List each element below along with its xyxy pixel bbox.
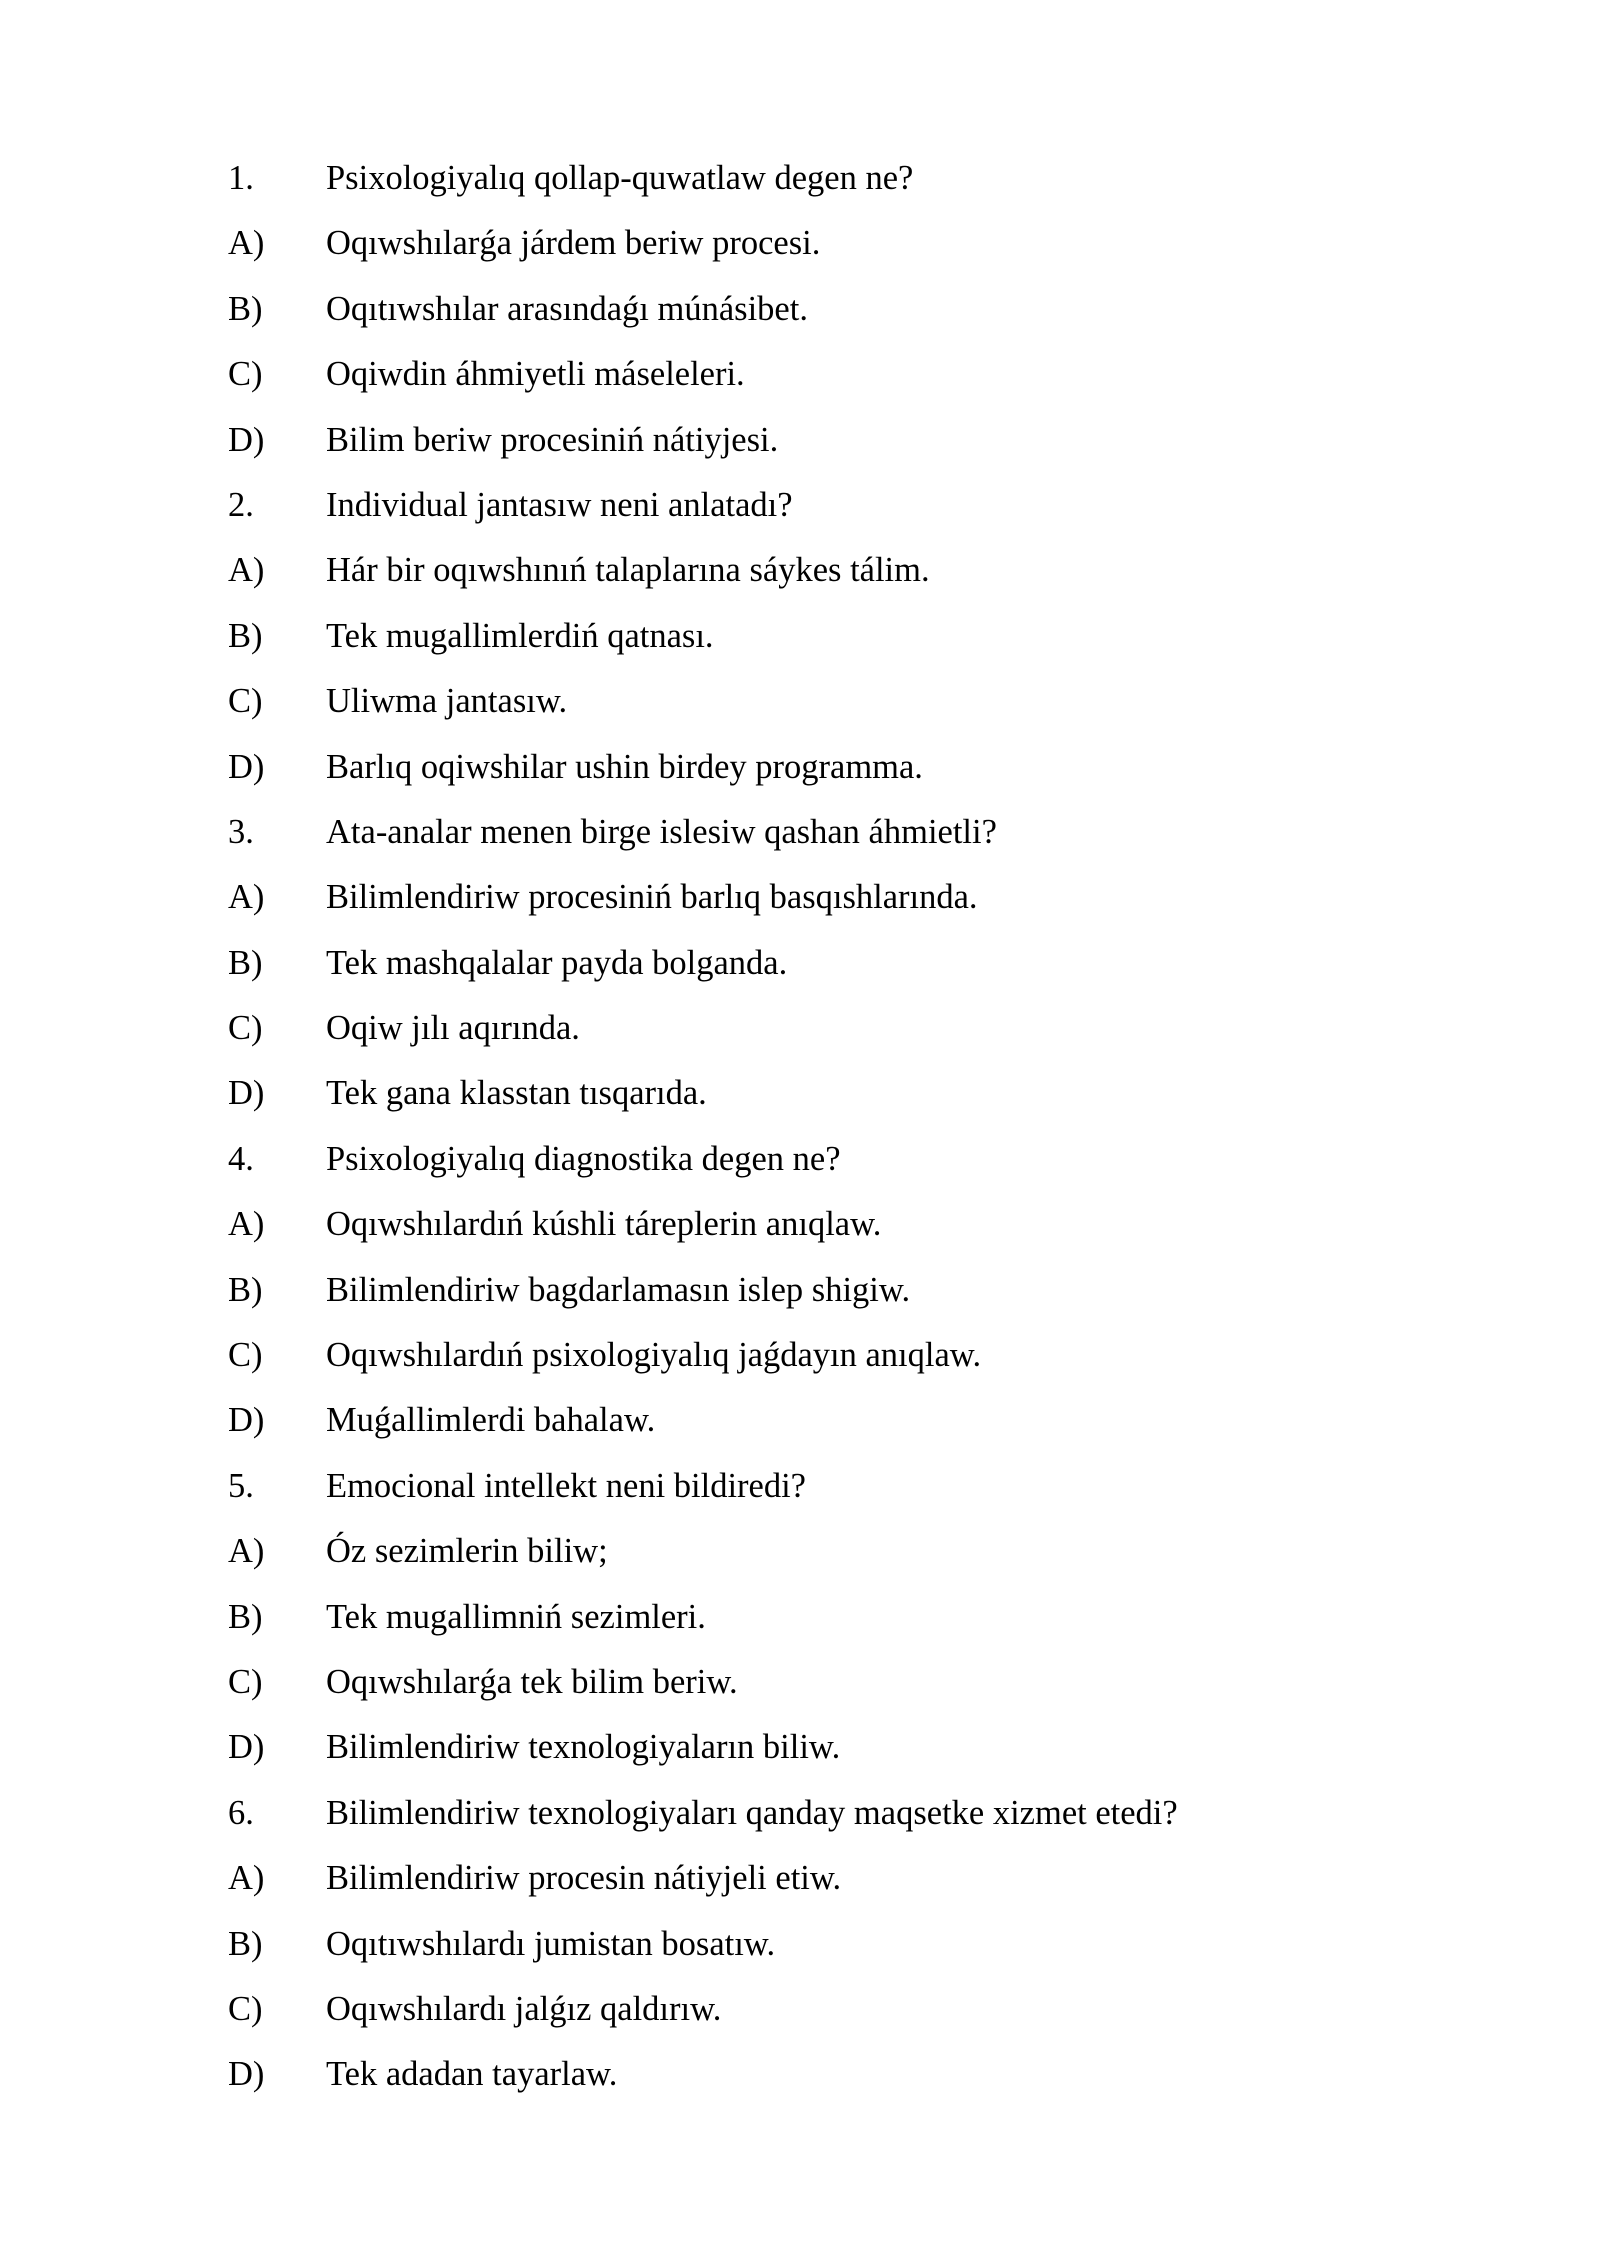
- question-number: 2.: [228, 485, 254, 524]
- option-text: Oqıwshılardı jalǵız qaldırıw.: [326, 1989, 722, 2028]
- option-row: [228, 1192, 1428, 1257]
- question-row: [228, 1127, 1428, 1192]
- option-row: [228, 408, 1428, 473]
- option-row: [228, 1323, 1428, 1388]
- option-label: C): [228, 1336, 263, 1375]
- option-label: C): [228, 355, 263, 394]
- option-text: Oqıwshılardıń kúshli táreplerin anıqlaw.: [326, 1205, 882, 1244]
- option-row: [228, 1519, 1428, 1584]
- option-row: [228, 1650, 1428, 1715]
- option-row: [228, 211, 1428, 276]
- quiz-list: [228, 146, 1428, 2108]
- option-label: C): [228, 1009, 263, 1048]
- option-text: Oqiwdin áhmiyetli máseleleri.: [326, 355, 745, 394]
- option-text: Oqiw jılı aqırında.: [326, 1009, 580, 1048]
- option-label: D): [228, 1074, 265, 1113]
- option-row: [228, 1585, 1428, 1650]
- option-text: Oqıwshılardıń psixologiyalıq jaǵdayın anıqlaw.: [326, 1336, 982, 1375]
- option-text: Bilimlendiriw bagdarlamasın islep shigiw.: [326, 1270, 911, 1309]
- option-text: Oqıwshılarǵa tek bilim beriw.: [326, 1662, 738, 1701]
- option-row: [228, 1388, 1428, 1453]
- option-row: [228, 1715, 1428, 1780]
- option-text: Oqıtıwshılardı jumistan bosatıw.: [326, 1924, 776, 1963]
- option-text: Uliwma jantasıw.: [326, 682, 568, 721]
- option-label: B): [228, 616, 263, 655]
- question-number: 1.: [228, 159, 254, 197]
- question-row: [228, 800, 1428, 865]
- question-number: 4.: [228, 1139, 254, 1178]
- option-label: A): [228, 224, 265, 263]
- question-text: Ata-analar menen birge islesiw qashan áhmietli?: [326, 812, 997, 851]
- option-text: Óz sezimlerin biliw;: [326, 1532, 608, 1571]
- option-label: D): [228, 2055, 265, 2094]
- option-label: D): [228, 1728, 265, 1767]
- option-text: Barlıq oqiwshilar ushin birdey programma.: [326, 747, 923, 786]
- option-label: B): [228, 289, 263, 328]
- question-text: Psixologiyalıq qollap-quwatlaw degen ne?: [326, 159, 914, 197]
- option-text: Tek mugallimlerdiń qatnası.: [326, 616, 714, 655]
- question-text: Emocional intellekt neni bildiredi?: [326, 1466, 806, 1505]
- question-number: 3.: [228, 812, 254, 851]
- option-row: [228, 277, 1428, 342]
- question-row: [228, 473, 1428, 538]
- option-text: Tek mugallimniń sezimleri.: [326, 1597, 706, 1636]
- option-row: [228, 342, 1428, 407]
- option-text: Bilimlendiriw texnologiyaların biliw.: [326, 1728, 841, 1767]
- question-text: Bilimlendiriw texnologiyaları qanday maqsetke xizmet etedi?: [326, 1793, 1178, 1832]
- option-label: A): [228, 1532, 265, 1571]
- question-row: [228, 1781, 1428, 1846]
- option-label: D): [228, 1401, 265, 1440]
- question-text: Psixologiyalıq diagnostika degen ne?: [326, 1139, 841, 1178]
- option-row: [228, 735, 1428, 800]
- question-number: 5.: [228, 1466, 254, 1505]
- option-row: [228, 538, 1428, 603]
- option-row: [228, 931, 1428, 996]
- option-label: D): [228, 747, 265, 786]
- option-label: C): [228, 1662, 263, 1701]
- option-label: A): [228, 1205, 265, 1244]
- option-row: [228, 1977, 1428, 2042]
- option-text: Hár bir oqıwshınıń talaplarına sáykes tálim.: [326, 551, 930, 590]
- option-row: [228, 865, 1428, 930]
- option-label: C): [228, 1989, 263, 2028]
- option-row: [228, 1258, 1428, 1323]
- option-row: [228, 604, 1428, 669]
- option-row: [228, 2042, 1428, 2107]
- option-text: Oqıtıwshılar arasındaǵı múnásibet.: [326, 289, 808, 328]
- option-row: [228, 996, 1428, 1061]
- option-label: B): [228, 1597, 263, 1636]
- option-text: Bilimlendiriw procesin nátiyjeli etiw.: [326, 1859, 842, 1898]
- question-row: [228, 1454, 1428, 1519]
- option-label: A): [228, 551, 265, 590]
- option-text: Bilimlendiriw procesiniń barlıq basqıshlarında.: [326, 878, 978, 917]
- question-number: 6.: [228, 1793, 254, 1832]
- option-label: B): [228, 1924, 263, 1963]
- option-row: [228, 1061, 1428, 1126]
- option-label: A): [228, 878, 265, 917]
- option-row: [228, 1846, 1428, 1911]
- option-text: Oqıwshılarǵa járdem beriw procesi.: [326, 224, 821, 263]
- option-row: [228, 669, 1428, 734]
- option-text: Tek gana klasstan tısqarıda.: [326, 1074, 707, 1113]
- option-text: Tek mashqalalar payda bolganda.: [326, 943, 788, 982]
- option-label: A): [228, 1859, 265, 1898]
- option-row: [228, 1912, 1428, 1977]
- question-text: Individual jantasıw neni anlatadı?: [326, 485, 793, 524]
- option-label: C): [228, 682, 263, 721]
- option-label: D): [228, 420, 265, 459]
- option-label: B): [228, 943, 263, 982]
- option-text: Bilim beriw procesiniń nátiyjesi.: [326, 420, 779, 459]
- option-text: Muǵallimlerdi bahalaw.: [326, 1401, 656, 1440]
- option-text: Tek adadan tayarlaw.: [326, 2055, 618, 2094]
- option-label: B): [228, 1270, 263, 1309]
- question-row: [228, 146, 1428, 211]
